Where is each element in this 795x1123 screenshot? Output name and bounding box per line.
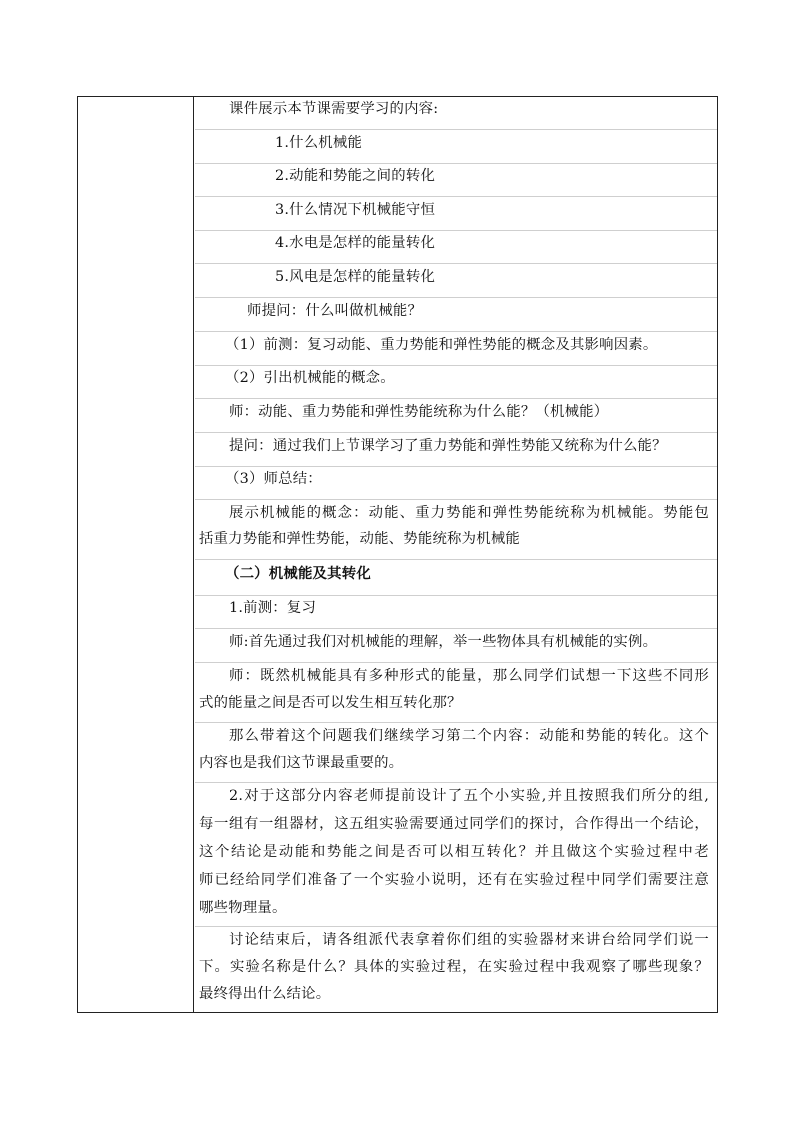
divider xyxy=(195,466,717,467)
divider xyxy=(195,196,717,197)
paragraph-line: 师：既然机械能具有多种形式的能量，那么同学们试想一下这些不同形 xyxy=(229,668,709,684)
divider xyxy=(195,398,717,399)
paragraph-line: 师：动能、重力势能和弹性势能统称为什么能？（机械能） xyxy=(229,404,609,420)
divider xyxy=(195,331,717,332)
paragraph-line: （3）师总结： xyxy=(225,471,322,487)
divider xyxy=(195,129,717,130)
left-column-cell xyxy=(78,97,194,1012)
paragraph-line: 括重力势能和弹性势能，动能、势能统称为机械能 xyxy=(199,531,520,547)
divider xyxy=(195,926,717,927)
list-item: 3.什么情况下机械能守恒 xyxy=(275,202,436,218)
divider xyxy=(195,499,717,500)
paragraph-line: 内容也是我们这节课最重要的。 xyxy=(199,755,404,771)
question-line: 师提问：什么叫做机械能？ xyxy=(247,303,423,319)
divider xyxy=(195,230,717,231)
divider xyxy=(195,595,717,596)
paragraph-line: 那么带着这个问题我们继续学习第二个内容：动能和势能的转化。这个 xyxy=(229,728,709,744)
list-item: 2.动能和势能之间的转化 xyxy=(275,168,436,184)
divider xyxy=(195,365,717,366)
divider xyxy=(195,782,717,783)
divider xyxy=(195,297,717,298)
divider xyxy=(195,163,717,164)
intro-line: 课件展示本节课需要学习的内容: xyxy=(229,101,439,117)
divider xyxy=(195,628,717,629)
paragraph-line: 每一组有一组器材，这五组实验需要通过同学们的探讨，合作得出一个结论， xyxy=(199,816,709,832)
paragraph-line: （1）前测：复习动能、重力势能和弹性势能的概念及其影响因素。 xyxy=(225,337,658,353)
paragraph-line: 提问：通过我们上节课学习了重力势能和弹性势能又统称为什么能？ xyxy=(229,438,667,454)
paragraph-line: 式的能量之间是否可以发生相互转化那？ xyxy=(199,695,462,711)
list-item: 1.什么机械能 xyxy=(275,135,363,151)
paragraph-line: 师已经给同学们准备了一个实验小说明，还有在实验过程中同学们需要注意 xyxy=(199,872,709,888)
paragraph-line: 2.对于这部分内容老师提前设计了五个小实验,并且按照我们所分的组, xyxy=(229,788,709,804)
paragraph-line: 下。实验名称是什么？具体的实验过程，在实验过程中我观察了哪些现象？ xyxy=(199,959,709,975)
divider xyxy=(195,662,717,663)
paragraph-line: 讨论结束后，请各组派代表拿着你们组的实验器材来讲台给同学们说一 xyxy=(229,932,709,948)
paragraph-line: 哪些物理量。 xyxy=(199,900,287,916)
list-item: 5.风电是怎样的能量转化 xyxy=(275,269,436,285)
paragraph-line: （2）引出机械能的概念。 xyxy=(225,370,395,386)
content-cell xyxy=(195,97,717,1012)
divider xyxy=(195,722,717,723)
paragraph-line: 师:首先通过我们对机械能的理解，举一些物体具有机械能的实例。 xyxy=(229,634,658,650)
divider xyxy=(195,559,717,560)
divider xyxy=(195,263,717,264)
list-item: 4.水电是怎样的能量转化 xyxy=(275,235,436,251)
paragraph-line: 展示机械能的概念：动能、重力势能和弹性势能统称为机械能。势能包 xyxy=(229,505,709,521)
lesson-table xyxy=(77,96,718,1013)
paragraph-line: 最终得出什么结论。 xyxy=(199,986,331,1002)
paragraph-line: 这个结论是动能和势能之间是否可以相互转化？并且做这个实验过程中老 xyxy=(199,844,709,860)
paragraph-line: 1.前测：复习 xyxy=(229,600,317,616)
section-heading: （二）机械能及其转化 xyxy=(225,565,371,582)
divider xyxy=(195,432,717,433)
